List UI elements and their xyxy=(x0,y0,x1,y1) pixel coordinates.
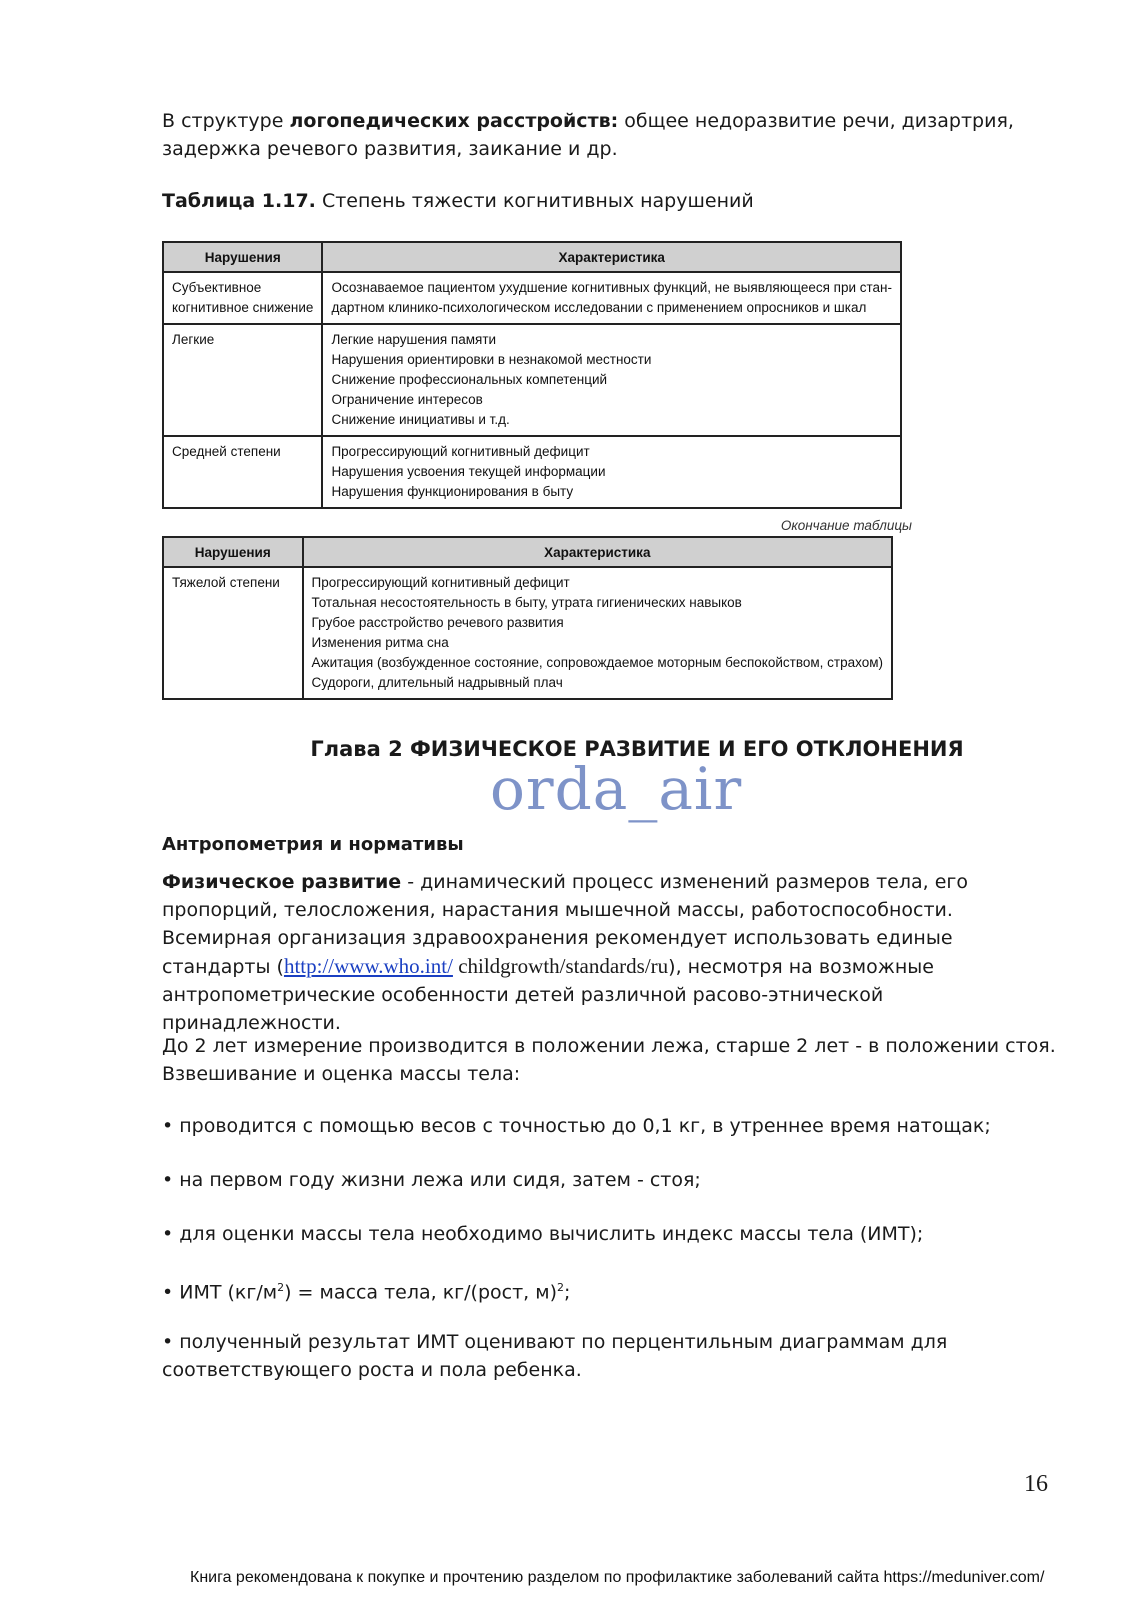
intro-text: В структуре xyxy=(162,110,290,132)
table-header-row xyxy=(163,242,901,272)
watermark: orda_air xyxy=(490,755,743,823)
column-header-impairment: Нарушения xyxy=(163,242,322,272)
row-label-line: Легкие xyxy=(172,332,215,347)
characteristic-line: Нарушения функционирования в быту xyxy=(331,484,574,499)
row-label xyxy=(163,272,322,324)
definition-text-rest: ), несмотря на возможные антропометрические особенности детей различной расово-этнической принадлежности. xyxy=(162,956,934,1034)
intro-paragraph xyxy=(162,107,1062,163)
row-characteristic xyxy=(322,436,901,508)
formula-text: ) = масса тела, кг/(рост, м) xyxy=(284,1281,557,1304)
table-row xyxy=(163,324,901,436)
cognitive-impairment-table xyxy=(162,241,902,509)
characteristic-line: Осознаваемое пациентом ухудшение когнитивных функций, не выявляющееся при стан- xyxy=(331,280,892,295)
characteristic-line: Нарушения усвоения текущей информации xyxy=(331,464,606,479)
table-row xyxy=(163,567,892,699)
characteristic-line: Изменения ритма сна xyxy=(311,635,449,650)
characteristic-line: Ажитация (возбужденное состояние, сопровождаемое моторным беспокойством, страхом) xyxy=(311,655,883,670)
table-continuation-note: Окончание таблицы xyxy=(780,518,912,533)
row-label xyxy=(163,567,303,699)
column-header-characteristic: Характеристика xyxy=(322,242,901,272)
definition-text: - динамический процесс изменений размеров тела, его пропорций, телосложения, нарастания мышечной массы, работоспособности. Всемирная организация здравоохранения рекомендует использовать единые стандарты ( xyxy=(162,871,968,978)
who-link[interactable]: http://www.who.int/ xyxy=(283,954,453,978)
characteristic-line: Грубое расстройство речевого развития xyxy=(311,615,564,630)
row-label-line: Средней степени xyxy=(172,444,281,459)
characteristic-line: дартном клинико-психологическом исследовании с применением опросников и шкал xyxy=(331,300,867,315)
formula-text: • ИМТ (кг/м xyxy=(162,1281,278,1304)
table-header-row xyxy=(163,537,892,567)
characteristic-line: Ограничение интересов xyxy=(331,392,483,407)
table-row xyxy=(163,436,901,508)
characteristic-line: Снижение профессиональных компетенций xyxy=(331,372,608,387)
characteristic-line: Прогрессирующий когнитивный дефицит xyxy=(311,575,570,590)
formula-superscript: 2 xyxy=(557,1281,564,1294)
section-subheading: Антропометрия и нормативы xyxy=(162,834,464,855)
characteristic-line: Легкие нарушения памяти xyxy=(331,332,497,347)
characteristic-line: Судороги, длительный надрывный плач xyxy=(311,675,563,690)
table-row xyxy=(163,272,901,324)
bullet-item: • для оценки массы тела необходимо вычислить индекс массы тела (ИМТ); xyxy=(162,1223,924,1245)
bullet-item: • проводится с помощью весов с точностью до 0,1 кг, в утреннее время натощак; xyxy=(162,1115,991,1137)
row-label-line: Субъективное xyxy=(172,280,262,295)
page-footer: Книга рекомендована к покупке и прочтению разделом по профилактике заболеваний сайта https://meduniver.com/ xyxy=(190,1569,1045,1586)
link-path-text: childgrowth/standards/ru xyxy=(452,954,669,978)
measurement-paragraph: До 2 лет измерение производится в положении лежа, старше 2 лет - в положении стоя. Взвешивание и оценка массы тела: xyxy=(162,1035,1056,1085)
page-number: 16 xyxy=(1024,1471,1048,1497)
row-characteristic xyxy=(303,567,892,699)
characteristic-line: Тотальная несостоятельность в быту, утрата гигиенических навыков xyxy=(311,595,742,610)
row-characteristic xyxy=(322,324,901,436)
table-caption xyxy=(162,190,754,212)
chapter-heading: Глава 2 ФИЗИЧЕСКОЕ РАЗВИТИЕ И ЕГО ОТКЛОНЕНИЯ xyxy=(310,737,964,761)
intro-text-rest: общее недоразвитие речи, дизартрия, задержка речевого развития, заикание и др. xyxy=(162,110,1014,160)
intro-bold-term: логопедических расстройств: xyxy=(289,110,619,132)
table-caption-label: Таблица 1.17. xyxy=(162,190,316,212)
characteristic-line: Нарушения ориентировки в незнакомой местности xyxy=(331,352,652,367)
row-label xyxy=(163,324,322,436)
cognitive-impairment-table-continued xyxy=(162,536,893,700)
row-label-line: Тяжелой степени xyxy=(172,575,280,590)
formula-superscript: 2 xyxy=(277,1281,285,1294)
definition-paragraph xyxy=(162,868,1042,1037)
row-label-line: когнитивное снижение xyxy=(172,300,314,315)
column-header-characteristic: Характеристика xyxy=(303,537,892,567)
characteristic-line: Снижение инициативы и т.д. xyxy=(331,412,510,427)
formula-text: ; xyxy=(564,1281,571,1304)
row-label xyxy=(163,436,322,508)
row-characteristic xyxy=(322,272,901,324)
bullet-item: • на первом году жизни лежа или сидя, затем - стоя; xyxy=(162,1169,701,1191)
bmi-formula xyxy=(162,1274,1062,1306)
column-header-impairment: Нарушения xyxy=(163,537,303,567)
characteristic-line: Прогрессирующий когнитивный дефицит xyxy=(331,444,590,459)
bullet-item: • полученный результат ИМТ оценивают по перцентильным диаграммам для соответствующего роста и пола ребенка. xyxy=(162,1331,948,1381)
definition-term: Физическое развитие xyxy=(162,871,402,893)
table-caption-text: Степень тяжести когнитивных нарушений xyxy=(315,190,754,212)
